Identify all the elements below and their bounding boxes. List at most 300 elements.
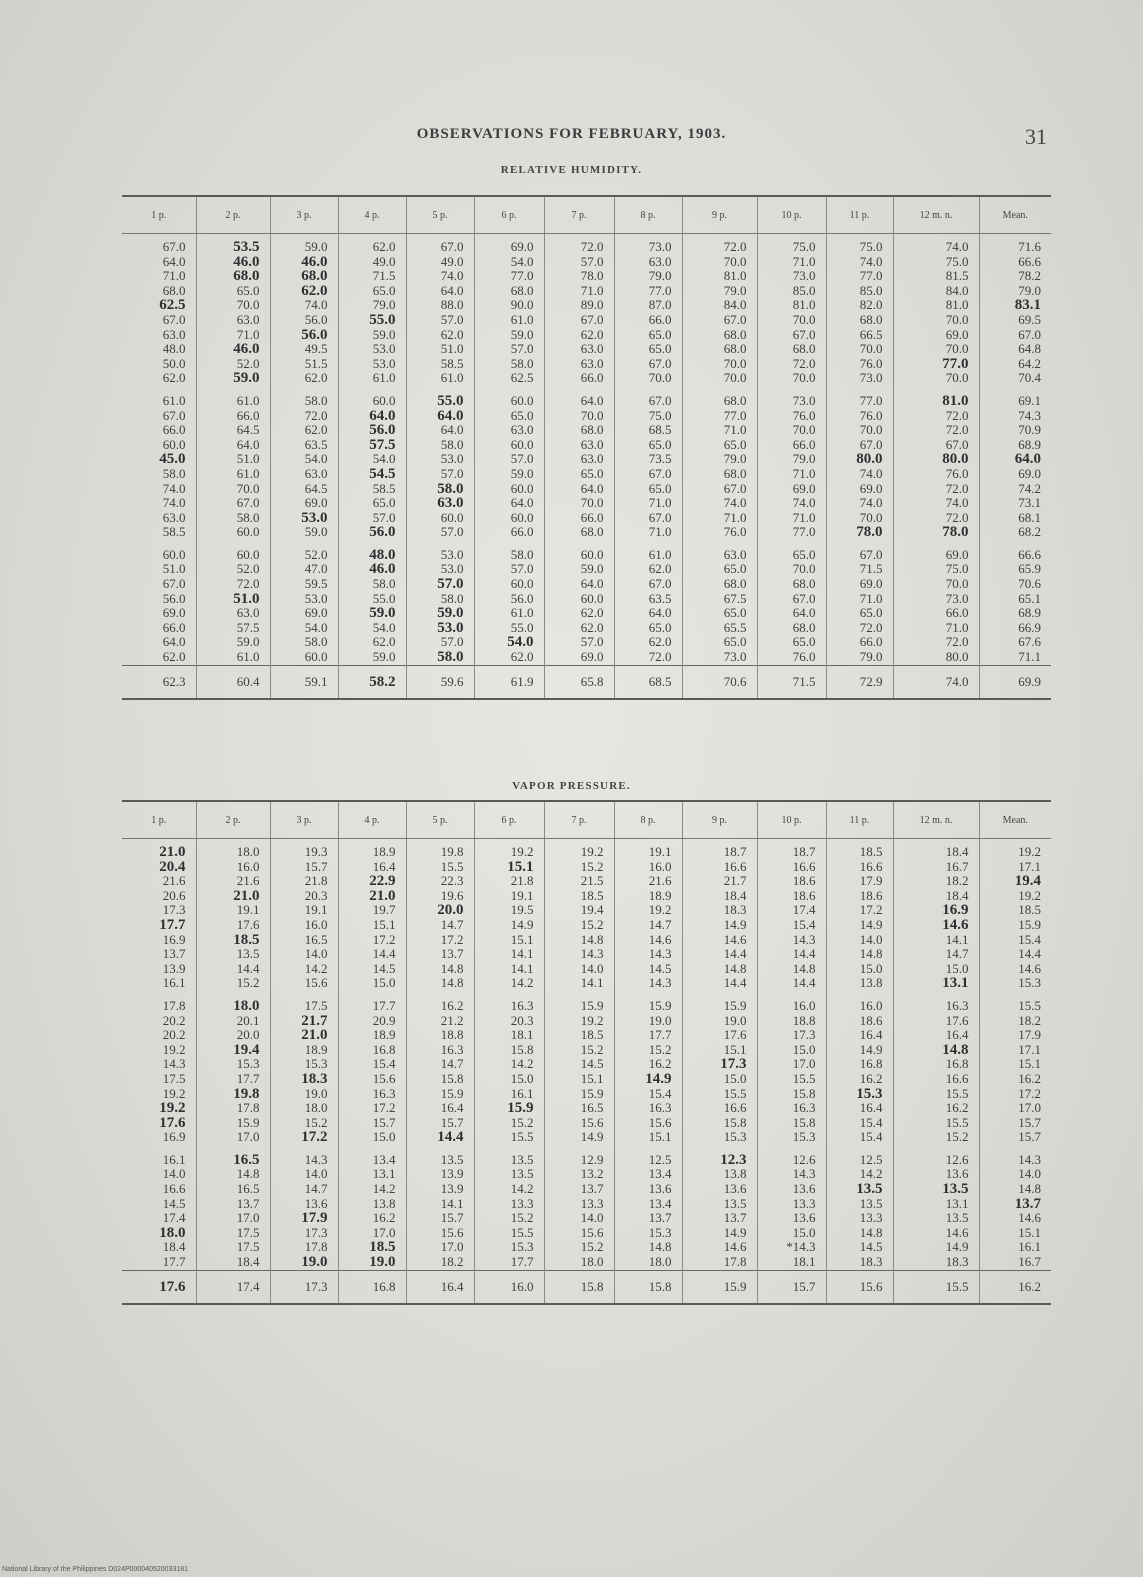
table-cell: 14.7 bbox=[406, 1057, 474, 1072]
table-cell: 17.0 bbox=[196, 1130, 270, 1145]
table-cell: 14.3 bbox=[614, 976, 682, 991]
table-cell: 13.7 bbox=[682, 1211, 757, 1226]
table-cell: 14.6 bbox=[682, 1240, 757, 1255]
table-cell: 54.0 bbox=[270, 621, 338, 636]
table-cell: 64.0 bbox=[544, 394, 614, 409]
table-cell: 46.0 bbox=[196, 342, 270, 357]
table-cell: 78.0 bbox=[826, 525, 893, 540]
table-cell: 19.7 bbox=[338, 903, 406, 918]
table-cell: 67.0 bbox=[196, 496, 270, 511]
spacer-cell bbox=[614, 386, 682, 394]
table-cell: 19.3 bbox=[270, 845, 338, 860]
table-cell: 79.0 bbox=[757, 452, 826, 467]
table-cell: 16.1 bbox=[474, 1087, 544, 1102]
table-cell: 15.3 bbox=[196, 1057, 270, 1072]
table-cell: 19.1 bbox=[614, 845, 682, 860]
table-cell: 52.0 bbox=[270, 548, 338, 563]
table-cell: 65.0 bbox=[682, 606, 757, 621]
spacer-cell bbox=[474, 540, 544, 548]
table-cell: 65.0 bbox=[614, 342, 682, 357]
table-cell: 47.0 bbox=[270, 562, 338, 577]
table-cell: 15.1 bbox=[544, 1072, 614, 1087]
table-cell: 53.0 bbox=[338, 342, 406, 357]
table-cell: 77.0 bbox=[474, 269, 544, 284]
table-cell: 67.0 bbox=[162, 239, 186, 254]
table-cell: 79.0 bbox=[614, 269, 682, 284]
table-cell: 15.7 bbox=[270, 860, 338, 875]
table-cell: 65.9 bbox=[979, 562, 1051, 577]
table-cell: 60.0 bbox=[196, 525, 270, 540]
table-row bbox=[122, 328, 1051, 343]
table-cell: 16.4 bbox=[826, 1028, 893, 1043]
table-cell: 68.2 bbox=[979, 525, 1051, 540]
table-cell: 72.0 bbox=[893, 635, 979, 650]
table-cell: 62.0 bbox=[614, 635, 682, 650]
table-cell: 76.0 bbox=[893, 467, 979, 482]
table-cell: 72.0 bbox=[196, 577, 270, 592]
table-cell: 61.0 bbox=[474, 313, 544, 328]
table-cell: 56.0 bbox=[338, 525, 406, 540]
table-cell: 70.0 bbox=[893, 371, 979, 386]
table-cell: 51.0 bbox=[196, 592, 270, 607]
table-cell: 19.2 bbox=[162, 1041, 186, 1057]
table-cell: 58.0 bbox=[270, 394, 338, 409]
table-row bbox=[122, 933, 1051, 948]
table-cell: 14.0 bbox=[270, 1167, 338, 1182]
vapor-pressure-table bbox=[122, 800, 1051, 1305]
table-cell: 85.0 bbox=[826, 284, 893, 299]
table-row bbox=[122, 298, 1051, 313]
table-cell: 77.0 bbox=[826, 394, 893, 409]
table-cell: 18.9 bbox=[338, 1028, 406, 1043]
table-row bbox=[122, 438, 1051, 453]
mean-cell: 60.4 bbox=[196, 665, 270, 699]
table-cell: 21.6 bbox=[614, 874, 682, 889]
table-cell: 20.9 bbox=[338, 1014, 406, 1029]
table-cell: 58.0 bbox=[338, 577, 406, 592]
table-cell: 53.0 bbox=[338, 357, 406, 372]
table-cell: 15.1 bbox=[614, 1130, 682, 1145]
table-cell: 17.1 bbox=[979, 1043, 1051, 1058]
table-cell: 65.0 bbox=[682, 438, 757, 453]
table-cell: 74.0 bbox=[826, 467, 893, 482]
table-cell: 16.8 bbox=[338, 1043, 406, 1058]
table-cell: 15.5 bbox=[474, 1130, 544, 1145]
table-cell: 64.8 bbox=[979, 342, 1051, 357]
table-cell: 74.0 bbox=[893, 240, 979, 255]
mean-cell: 15.5 bbox=[893, 1270, 979, 1304]
table-cell: 14.3 bbox=[757, 1167, 826, 1182]
table-cell: 62.0 bbox=[162, 649, 186, 665]
table-cell: 66.0 bbox=[544, 511, 614, 526]
table-cell: 63.0 bbox=[270, 467, 338, 482]
table-cell: 80.0 bbox=[826, 452, 893, 467]
table-cell: 66.0 bbox=[162, 619, 186, 635]
table-cell: 13.5 bbox=[406, 1153, 474, 1168]
table-cell: 51.0 bbox=[162, 561, 186, 577]
table-row bbox=[122, 650, 1051, 665]
mean-cell: 70.6 bbox=[682, 665, 757, 699]
table-cell: 67.0 bbox=[682, 482, 757, 497]
table-cell: 73.5 bbox=[614, 452, 682, 467]
table-cell: 14.6 bbox=[893, 918, 979, 933]
table-cell: 15.3 bbox=[474, 1240, 544, 1255]
table-row bbox=[122, 1240, 1051, 1255]
table-cell: 72.0 bbox=[893, 482, 979, 497]
table-cell: 14.9 bbox=[682, 1226, 757, 1241]
table-row bbox=[122, 1167, 1051, 1182]
table-cell: 15.3 bbox=[614, 1226, 682, 1241]
table-cell: 14.4 bbox=[682, 947, 757, 962]
table-cell: 16.3 bbox=[474, 999, 544, 1014]
table-cell: 69.0 bbox=[826, 482, 893, 497]
table-cell: 20.0 bbox=[196, 1028, 270, 1043]
mean-cell: 65.8 bbox=[544, 665, 614, 699]
table-cell: 15.1 bbox=[474, 933, 544, 948]
table-cell: 65.0 bbox=[757, 635, 826, 650]
table-row bbox=[122, 976, 1051, 991]
table-cell: 13.6 bbox=[270, 1197, 338, 1212]
table-cell: 18.9 bbox=[338, 845, 406, 860]
table-cell: 59.5 bbox=[270, 577, 338, 592]
table-cell: 67.0 bbox=[614, 467, 682, 482]
table-cell: 17.2 bbox=[338, 1101, 406, 1116]
table-cell: 17.4 bbox=[757, 903, 826, 918]
table-cell: 67.0 bbox=[406, 240, 474, 255]
table-cell: 19.2 bbox=[544, 1014, 614, 1029]
table-cell: 65.0 bbox=[826, 606, 893, 621]
table-cell: 16.2 bbox=[338, 1211, 406, 1226]
table-cell: 21.0 bbox=[338, 889, 406, 904]
table-row bbox=[122, 1057, 1051, 1072]
relative-humidity-title: RELATIVE HUMIDITY. bbox=[500, 164, 643, 176]
table-cell: 53.5 bbox=[196, 240, 270, 255]
table-cell: 15.3 bbox=[757, 1130, 826, 1145]
table-cell: 18.3 bbox=[270, 1072, 338, 1087]
table-cell: 68.0 bbox=[544, 525, 614, 540]
table-cell: 16.3 bbox=[338, 1087, 406, 1102]
table-row bbox=[122, 525, 1051, 540]
table-cell: 66.0 bbox=[614, 313, 682, 328]
table-cell: 61.0 bbox=[338, 371, 406, 386]
table-cell: 18.6 bbox=[826, 889, 893, 904]
table-cell: 14.1 bbox=[406, 1197, 474, 1212]
table-cell: 67.0 bbox=[544, 313, 614, 328]
table-cell: 16.3 bbox=[406, 1043, 474, 1058]
table-cell: 70.0 bbox=[544, 409, 614, 424]
table-cell: 63.0 bbox=[544, 438, 614, 453]
table-cell: 68.0 bbox=[757, 577, 826, 592]
table-cell: 12.9 bbox=[544, 1153, 614, 1168]
table-cell: 18.5 bbox=[544, 889, 614, 904]
table-cell: 14.2 bbox=[474, 1182, 544, 1197]
table-cell: 19.2 bbox=[614, 903, 682, 918]
table-cell: 13.4 bbox=[614, 1167, 682, 1182]
table-cell: 17.6 bbox=[196, 918, 270, 933]
spacer-cell bbox=[544, 540, 614, 548]
spacer-cell bbox=[270, 1145, 338, 1153]
table-cell: 18.2 bbox=[893, 874, 979, 889]
table-cell: 72.0 bbox=[893, 409, 979, 424]
table-cell: 77.0 bbox=[893, 357, 979, 372]
table-cell: 56.0 bbox=[162, 590, 186, 606]
table-cell: 60.0 bbox=[474, 482, 544, 497]
table-cell: 14.0 bbox=[162, 1166, 186, 1182]
table-cell: 66.0 bbox=[162, 422, 186, 438]
header-row bbox=[122, 801, 1051, 839]
table-cell: 58.5 bbox=[406, 357, 474, 372]
relative-humidity-table bbox=[122, 195, 1051, 700]
spacer-cell bbox=[406, 540, 474, 548]
table-cell: 70.0 bbox=[893, 342, 979, 357]
table-cell: 18.5 bbox=[196, 933, 270, 948]
table-row bbox=[122, 874, 1051, 889]
table-cell: 55.0 bbox=[338, 313, 406, 328]
table-cell: 13.3 bbox=[474, 1197, 544, 1212]
table-cell: 15.3 bbox=[826, 1087, 893, 1102]
table-cell: 70.9 bbox=[979, 423, 1051, 438]
table-cell: 57.0 bbox=[544, 635, 614, 650]
table-cell: 14.2 bbox=[474, 976, 544, 991]
table-cell: 15.2 bbox=[196, 976, 270, 991]
table-cell: 14.2 bbox=[826, 1167, 893, 1182]
table-cell: 79.0 bbox=[682, 284, 757, 299]
column-header: 9 p. bbox=[682, 196, 757, 234]
table-cell: 17.6 bbox=[893, 1014, 979, 1029]
table-cell: 62.0 bbox=[270, 284, 338, 299]
column-header: 2 p. bbox=[196, 196, 270, 234]
spacer-cell bbox=[757, 540, 826, 548]
table-cell: 66.6 bbox=[979, 255, 1051, 270]
table-cell: 60.0 bbox=[406, 511, 474, 526]
column-header: 1 p. bbox=[122, 196, 196, 234]
table-cell: 62.0 bbox=[544, 621, 614, 636]
table-cell: 63.0 bbox=[544, 342, 614, 357]
column-header: 11 p. bbox=[826, 801, 893, 839]
table-cell: 14.6 bbox=[979, 1211, 1051, 1226]
table-cell: 53.0 bbox=[406, 452, 474, 467]
table-cell: 87.0 bbox=[614, 298, 682, 313]
table-cell: 63.0 bbox=[614, 255, 682, 270]
table-cell: 66.0 bbox=[893, 606, 979, 621]
table-cell: 12.6 bbox=[893, 1153, 979, 1168]
table-cell: 14.5 bbox=[826, 1240, 893, 1255]
table-cell: 14.5 bbox=[338, 962, 406, 977]
table-row bbox=[122, 1197, 1051, 1212]
column-header: Mean. bbox=[979, 196, 1051, 234]
table-row bbox=[122, 577, 1051, 592]
table-cell: 71.0 bbox=[196, 328, 270, 343]
table-cell: 14.8 bbox=[406, 962, 474, 977]
table-cell: 13.7 bbox=[979, 1197, 1051, 1212]
table-cell: 14.5 bbox=[614, 962, 682, 977]
table-cell: 17.6 bbox=[159, 1114, 186, 1131]
table-row bbox=[122, 511, 1051, 526]
spacer-cell bbox=[544, 1145, 614, 1153]
table-cell: 16.5 bbox=[270, 933, 338, 948]
table-cell: 67.5 bbox=[682, 592, 757, 607]
table-cell: 69.0 bbox=[757, 482, 826, 497]
table-cell: 62.0 bbox=[406, 328, 474, 343]
table-cell: 65.0 bbox=[682, 635, 757, 650]
table-row bbox=[122, 342, 1051, 357]
table-cell: 15.3 bbox=[270, 1057, 338, 1072]
table-cell: 15.5 bbox=[893, 1116, 979, 1131]
table-cell: 80.0 bbox=[893, 452, 979, 467]
mean-cell: 15.8 bbox=[614, 1270, 682, 1304]
table-cell: 15.5 bbox=[406, 860, 474, 875]
table-cell: 57.0 bbox=[406, 525, 474, 540]
table-cell: 67.0 bbox=[614, 357, 682, 372]
table-cell: 48.0 bbox=[162, 341, 186, 357]
column-header: 8 p. bbox=[614, 196, 682, 234]
table-cell: 18.2 bbox=[979, 1014, 1051, 1029]
table-cell: 21.2 bbox=[406, 1014, 474, 1029]
table-cell: 78.0 bbox=[544, 269, 614, 284]
table-cell: 15.2 bbox=[544, 1240, 614, 1255]
mean-cell: 16.0 bbox=[474, 1270, 544, 1304]
table-cell: 71.0 bbox=[162, 268, 186, 284]
table-cell: 19.0 bbox=[270, 1087, 338, 1102]
table-cell: 72.0 bbox=[826, 621, 893, 636]
table-cell: 16.3 bbox=[893, 999, 979, 1014]
table-cell: 19.5 bbox=[474, 903, 544, 918]
table-cell: 15.6 bbox=[614, 1116, 682, 1131]
table-cell: 63.0 bbox=[544, 357, 614, 372]
table-cell: 76.0 bbox=[757, 409, 826, 424]
table-cell: 58.0 bbox=[406, 482, 474, 497]
table-cell: 71.0 bbox=[893, 621, 979, 636]
table-cell: 14.3 bbox=[614, 947, 682, 962]
table-cell: 46.0 bbox=[338, 562, 406, 577]
table-cell: 14.4 bbox=[979, 947, 1051, 962]
table-cell: 69.0 bbox=[270, 606, 338, 621]
table-cell: 59.0 bbox=[270, 240, 338, 255]
table-row bbox=[122, 962, 1051, 977]
table-cell: 56.0 bbox=[474, 592, 544, 607]
table-cell: 69.0 bbox=[270, 496, 338, 511]
table-cell: 15.2 bbox=[893, 1130, 979, 1145]
table-cell: 16.5 bbox=[196, 1153, 270, 1168]
table-cell: 74.2 bbox=[979, 482, 1051, 497]
table-cell: 16.2 bbox=[406, 999, 474, 1014]
table-cell: 64.0 bbox=[979, 452, 1051, 467]
table-cell: 62.0 bbox=[614, 562, 682, 577]
table-row bbox=[122, 313, 1051, 328]
table-cell: 65.0 bbox=[338, 284, 406, 299]
table-cell: 13.7 bbox=[406, 947, 474, 962]
table-cell: 15.0 bbox=[826, 962, 893, 977]
table-cell: 53.0 bbox=[270, 592, 338, 607]
table-cell: 13.7 bbox=[196, 1197, 270, 1212]
table-cell: 67.0 bbox=[893, 438, 979, 453]
table-cell: 56.0 bbox=[270, 313, 338, 328]
table-cell: 15.6 bbox=[338, 1072, 406, 1087]
table-cell: 17.7 bbox=[474, 1255, 544, 1270]
table-cell: 15.9 bbox=[682, 999, 757, 1014]
table-cell: 74.0 bbox=[893, 496, 979, 511]
table-cell: 58.0 bbox=[474, 548, 544, 563]
table-cell: 13.9 bbox=[406, 1167, 474, 1182]
table-cell: 71.0 bbox=[682, 511, 757, 526]
table-cell: 17.3 bbox=[270, 1226, 338, 1241]
table-cell: 16.2 bbox=[979, 1072, 1051, 1087]
table-cell: 15.3 bbox=[979, 976, 1051, 991]
table-cell: 19.4 bbox=[196, 1043, 270, 1058]
table-cell: 18.0 bbox=[270, 1101, 338, 1116]
table-cell: 19.0 bbox=[614, 1014, 682, 1029]
table-cell: 14.4 bbox=[757, 976, 826, 991]
table-cell: 17.3 bbox=[757, 1028, 826, 1043]
table-cell: 73.0 bbox=[614, 240, 682, 255]
table-cell: 60.0 bbox=[196, 548, 270, 563]
table-cell: 66.5 bbox=[826, 328, 893, 343]
table-cell: 67.6 bbox=[979, 635, 1051, 650]
column-header: 7 p. bbox=[544, 196, 614, 234]
mean-cell: 15.8 bbox=[544, 1270, 614, 1304]
table-cell: 13.9 bbox=[406, 1182, 474, 1197]
table-cell: 18.7 bbox=[682, 845, 757, 860]
table-cell: 68.0 bbox=[162, 282, 186, 298]
table-cell: 13.3 bbox=[826, 1211, 893, 1226]
table-cell: 61.0 bbox=[196, 650, 270, 665]
mean-cell: 16.4 bbox=[406, 1270, 474, 1304]
table-cell: 74.0 bbox=[406, 269, 474, 284]
table-cell: 70.0 bbox=[893, 313, 979, 328]
table-cell: 18.6 bbox=[826, 1014, 893, 1029]
table-cell: 16.6 bbox=[826, 860, 893, 875]
table-row bbox=[122, 467, 1051, 482]
column-header: 10 p. bbox=[757, 196, 826, 234]
table-cell: 69.0 bbox=[979, 467, 1051, 482]
table-cell: 74.3 bbox=[979, 409, 1051, 424]
table-cell: 75.0 bbox=[826, 240, 893, 255]
table-cell: 17.2 bbox=[338, 933, 406, 948]
table-cell: 15.7 bbox=[406, 1116, 474, 1131]
table-cell: 72.0 bbox=[270, 409, 338, 424]
table-cell: 15.1 bbox=[979, 1226, 1051, 1241]
table-cell: 59.0 bbox=[406, 606, 474, 621]
table-cell: 19.0 bbox=[682, 1014, 757, 1029]
table-cell: 68.0 bbox=[682, 577, 757, 592]
table-row bbox=[122, 903, 1051, 918]
table-cell: 14.1 bbox=[544, 976, 614, 991]
table-cell: 84.0 bbox=[682, 298, 757, 313]
table-cell: 58.0 bbox=[270, 635, 338, 650]
table-cell: 62.5 bbox=[159, 297, 186, 314]
table-cell: 66.0 bbox=[544, 371, 614, 386]
table-cell: 70.0 bbox=[826, 342, 893, 357]
table-cell: 18.4 bbox=[682, 889, 757, 904]
table-cell: 65.5 bbox=[682, 621, 757, 636]
table-cell: 81.0 bbox=[757, 298, 826, 313]
table-cell: 17.5 bbox=[270, 999, 338, 1014]
table-cell: 76.0 bbox=[757, 650, 826, 665]
table-cell: 16.3 bbox=[614, 1101, 682, 1116]
table-cell: 15.5 bbox=[474, 1226, 544, 1241]
spacer-cell bbox=[474, 1145, 544, 1153]
table-cell: 17.7 bbox=[162, 1254, 186, 1270]
table-cell: 17.5 bbox=[196, 1226, 270, 1241]
table-row bbox=[122, 1072, 1051, 1087]
table-row bbox=[122, 860, 1051, 875]
table-cell: 85.0 bbox=[757, 284, 826, 299]
mean-cell: 16.2 bbox=[979, 1270, 1051, 1304]
table-cell: 51.0 bbox=[406, 342, 474, 357]
column-header: 11 p. bbox=[826, 196, 893, 234]
table-cell: 71.0 bbox=[682, 423, 757, 438]
table-cell: 73.1 bbox=[979, 496, 1051, 511]
